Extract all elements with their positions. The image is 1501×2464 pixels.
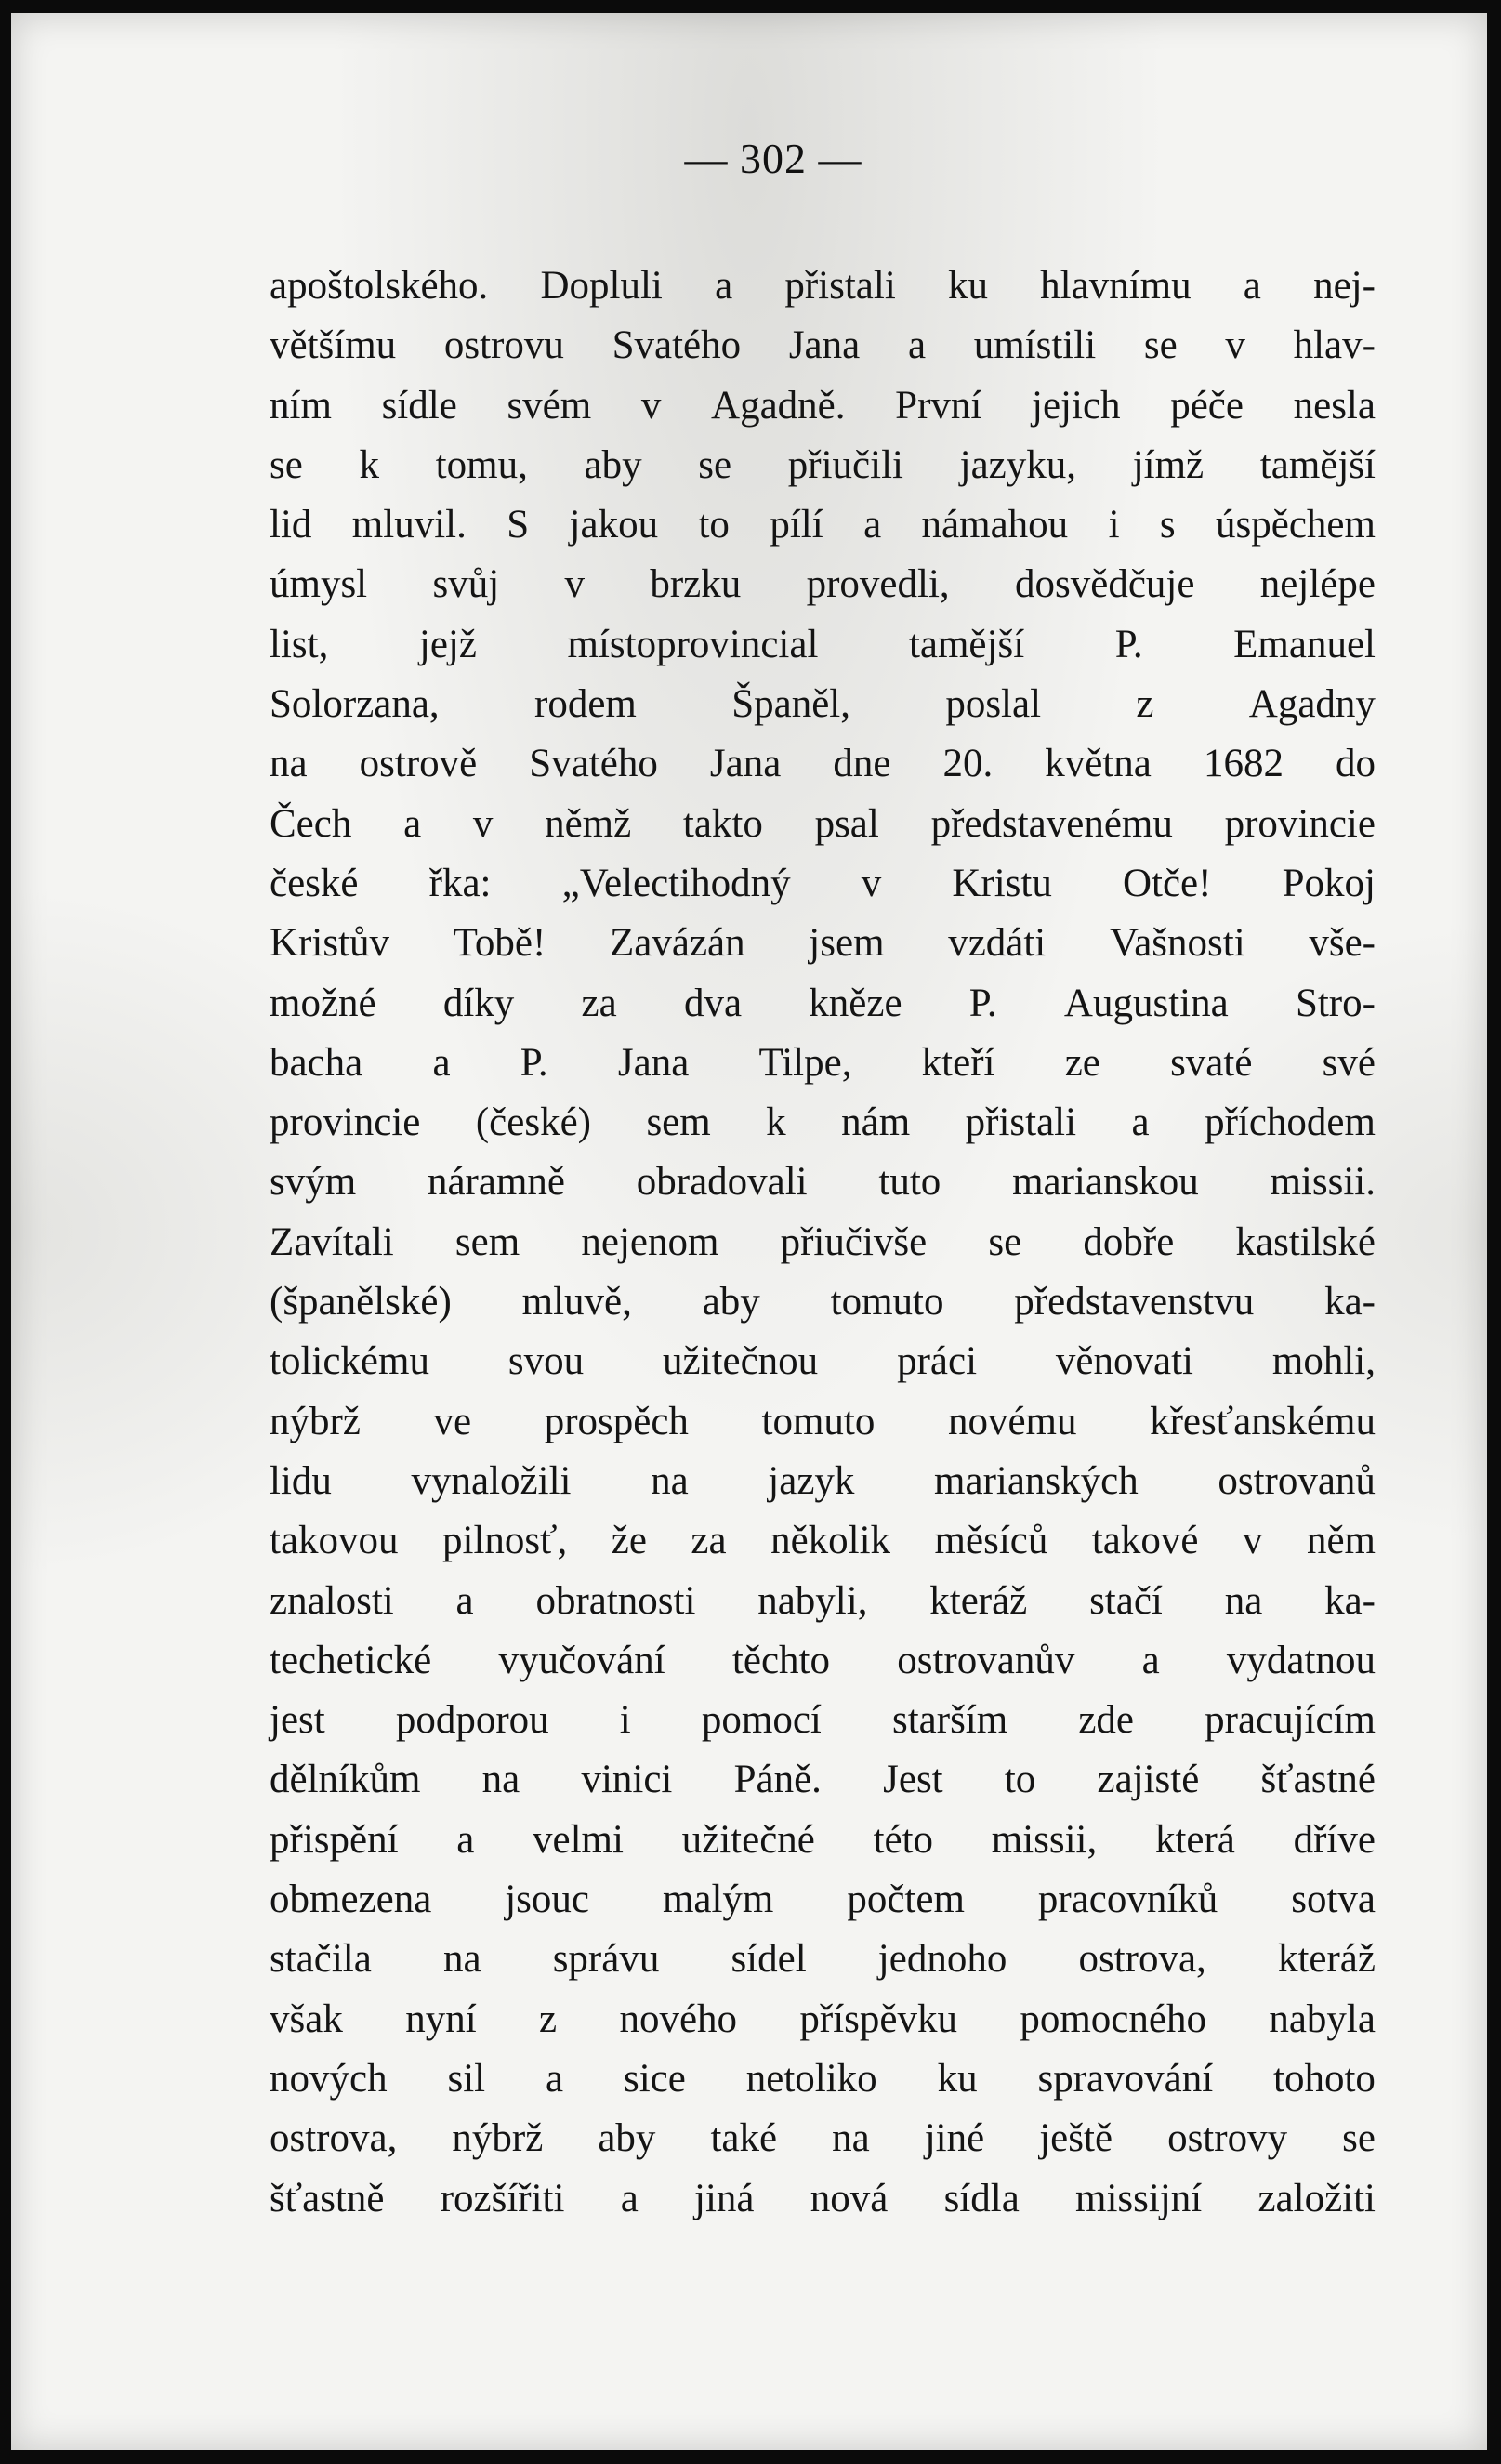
book-page bbox=[11, 13, 1487, 2450]
text-line: úmysl svůj v brzku provedli, dosvědčuje nejlépe bbox=[270, 562, 1376, 607]
text-line: obmezena jsouc malým počtem pracovníků sotva bbox=[270, 1878, 1376, 1922]
text-line: dělníkům na vinici Páně. Jest to zajisté šťastné bbox=[270, 1758, 1376, 1802]
text-line: možné díky za dva kněze P. Augustina Stro- bbox=[270, 981, 1376, 1025]
text-line: se k tomu, aby se přiučili jazyku, jímž tamější bbox=[270, 442, 1376, 487]
text-line: nýbrž ve prospěch tomuto novému křesťanskému bbox=[270, 1399, 1376, 1443]
text-line: tolickému svou užitečnou práci věnovati mohli, bbox=[270, 1339, 1376, 1384]
text-line: šťastně rozšířiti a jiná nová sídla missijní založiti bbox=[270, 2176, 1376, 2220]
page-number: — 302 — bbox=[684, 135, 862, 182]
text-line: apoštolského. Dopluli a přistali ku hlavnímu a nej- bbox=[270, 264, 1376, 308]
text-line: ním sídle svém v Agadně. První jejich péče nesla bbox=[270, 383, 1376, 428]
text-line: provincie (české) sem k nám přistali a příchodem bbox=[270, 1100, 1376, 1145]
text-line: lid mluvil. S jakou to pílí a námahou i s úspěchem bbox=[270, 503, 1376, 547]
text-line: však nyní z nového příspěvku pomocného nabyla bbox=[270, 1996, 1376, 2041]
text-line: většímu ostrovu Svatého Jana a umístili se v hlav- bbox=[270, 323, 1376, 368]
text-line: stačila na správu sídel jednoho ostrova, kteráž bbox=[270, 1937, 1376, 1982]
text-line: Kristův Tobě! Zavázán jsem vzdáti Vašnosti vše- bbox=[270, 921, 1376, 966]
text-line: techetické vyučování těchto ostrovanův a vydatnou bbox=[270, 1638, 1376, 1682]
text-line: lidu vynaložili na jazyk marianských ostrovanů bbox=[270, 1458, 1376, 1503]
text-line: Solorzana, rodem Španěl, poslal z Agadny bbox=[270, 682, 1376, 727]
text-line: (španělské) mluvě, aby tomuto představenstvu ka- bbox=[270, 1280, 1376, 1324]
text-line: takovou pilnosť, že za několik měsíců takové v něm bbox=[270, 1519, 1376, 1563]
text-line: na ostrově Svatého Jana dne 20. května 1682 do bbox=[270, 742, 1376, 786]
text-line: přispění a velmi užitečné této missii, která dříve bbox=[270, 1817, 1376, 1862]
text-line: bacha a P. Jana Tilpe, kteří ze svaté své bbox=[270, 1040, 1376, 1085]
text-line: nových sil a sice netoliko ku spravování tohoto bbox=[270, 2056, 1376, 2101]
text-line: list, jejž místoprovincial tamější P. Emanuel bbox=[270, 622, 1376, 666]
text-line: svým náramně obradovali tuto marianskou missii. bbox=[270, 1160, 1376, 1205]
text-line: české řka: „Velectihodný v Kristu Otče! Pokoj bbox=[270, 861, 1376, 905]
text-line: znalosti a obratnosti nabyli, kteráž stačí na ka- bbox=[270, 1578, 1376, 1623]
text-line: jest podporou i pomocí starším zde pracujícím bbox=[270, 1698, 1376, 1743]
body-text bbox=[270, 257, 1376, 2229]
text-line: Zavítali sem nejenom přiučivše se dobře kastilské bbox=[270, 1219, 1376, 1264]
text-line: ostrova, nýbrž aby také na jiné ještě ostrovy se bbox=[270, 2116, 1376, 2161]
text-line: Čech a v němž takto psal představenému provincie bbox=[270, 801, 1376, 846]
